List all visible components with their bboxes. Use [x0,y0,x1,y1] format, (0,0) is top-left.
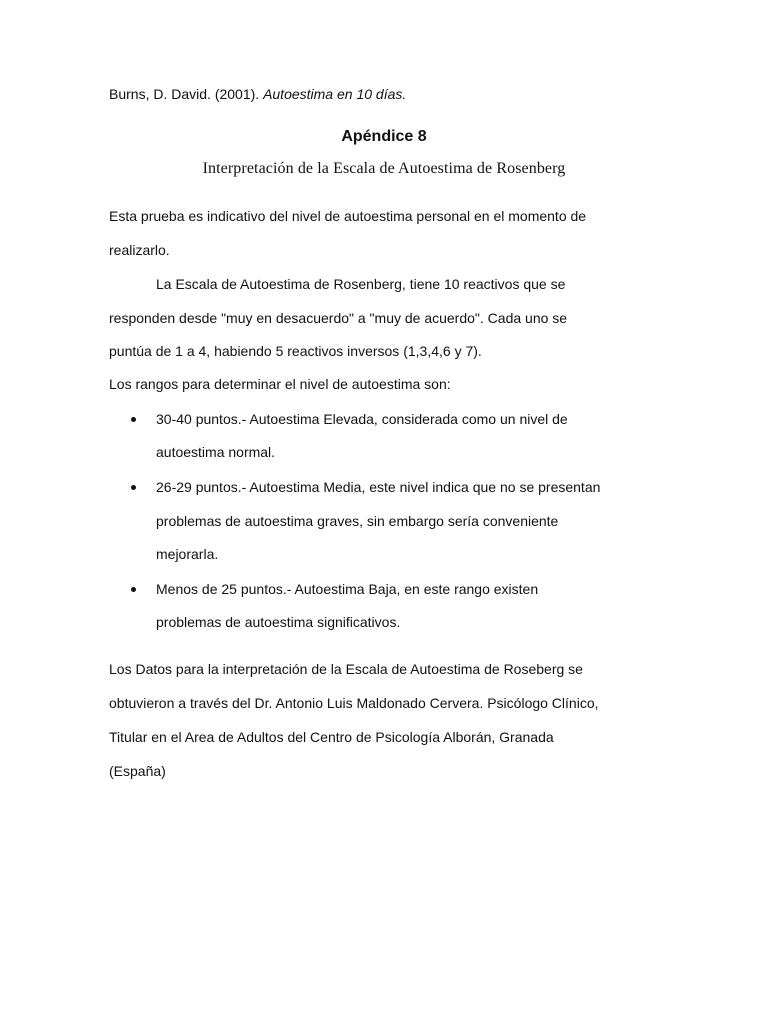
reference-book-title: Autoestima en 10 días. [263,86,407,102]
ranges-intro: Los rangos para determinar el nivel de autoestima son: [109,376,451,392]
reference-author-year: Burns, D. David. (2001). [109,86,264,102]
appendix-heading: Apéndice 8 [341,128,427,145]
intro-line-2: realizarlo. [109,242,170,258]
list-item-line: problemas de autoestima graves, sin embargo sería conveniente [156,513,559,529]
reference-citation [109,85,406,103]
bullet-icon [131,417,136,422]
list-item-line: 30-40 puntos.- Autoestima Elevada, considerada como un nivel de [156,411,568,427]
page-title: Interpretación de la Escala de Autoestima de Rosenberg [202,160,566,177]
list-item-line: autoestima normal. [156,444,276,460]
source-line-1: Los Datos para la interpretación de la Escala de Autoestima de Roseberg se [109,661,583,677]
bullet-icon [131,587,136,592]
description-line-1: La Escala de Autoestima de Rosenberg, tiene 10 reactivos que se [156,276,566,292]
source-line-3: Titular en el Area de Adultos del Centro de Psicología Alborán, Granada [109,729,554,745]
bullet-icon [131,485,136,490]
intro-line-1: Esta prueba es indicativo del nivel de autoestima personal en el momento de [109,208,587,224]
list-item-line: 26-29 puntos.- Autoestima Media, este nivel indica que no se presentan [156,479,601,495]
list-item-line: mejorarla. [156,546,219,562]
source-line-2: obtuvieron a través del Dr. Antonio Luis Maldonado Cervera. Psicólogo Clínico, [109,695,599,711]
list-item-line: Menos de 25 puntos.- Autoestima Baja, en este rango existen [156,581,539,597]
description-line-2: responden desde "muy en desacuerdo" a "muy de acuerdo". Cada uno se [109,310,568,326]
description-line-3: puntúa de 1 a 4, habiendo 5 reactivos inversos (1,3,4,6 y 7). [109,343,482,359]
list-item-line: problemas de autoestima significativos. [156,614,401,630]
source-line-4: (España) [109,763,166,779]
